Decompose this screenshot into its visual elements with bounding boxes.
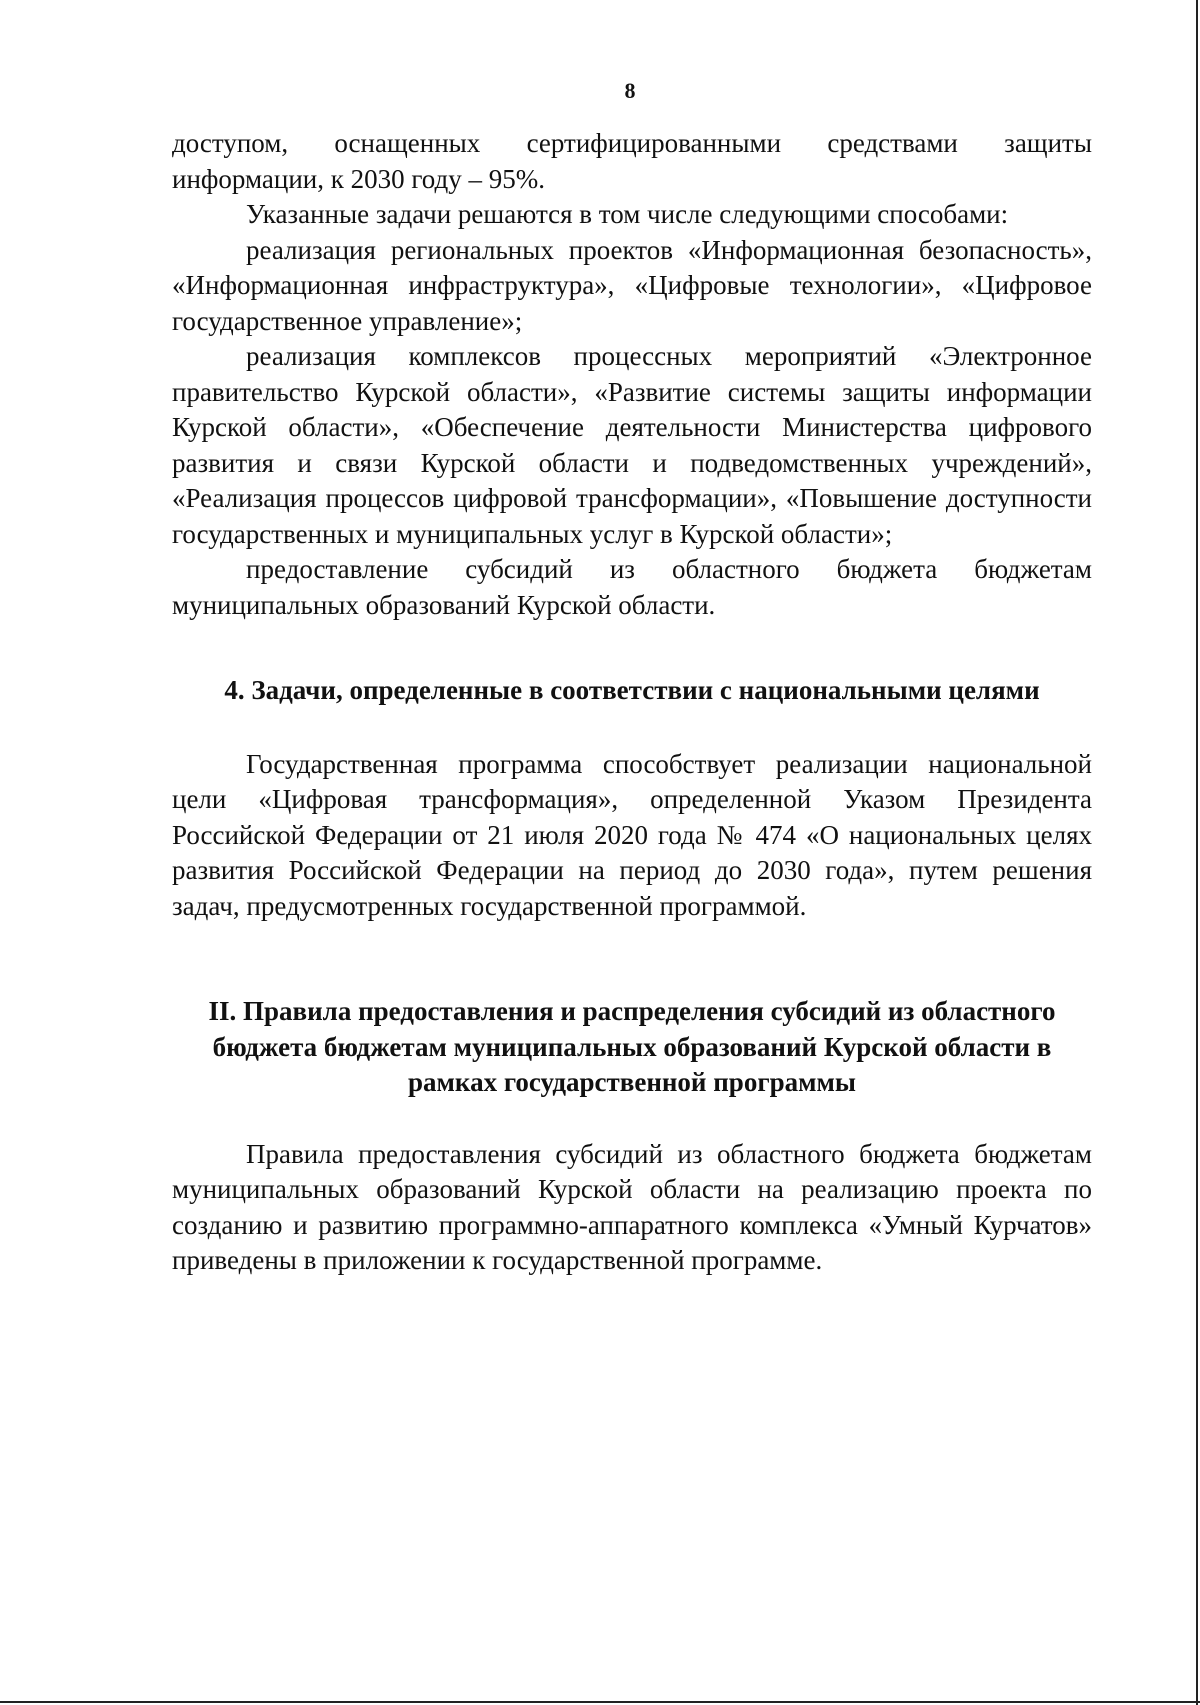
section-4-heading: 4. Задачи, определенные в соответствии с национальными целями (224, 675, 1040, 705)
paragraph-regional-projects: реализация региональных проектов «Информационная безопасность», «Информационная инфраструктура», «Цифровые технологии», «Цифровое государственное управление»; (172, 234, 1092, 336)
scan-border-right (1196, 0, 1198, 1705)
section-ii-heading-line-1: II. Правила предоставления и распределения субсидий из областного (208, 996, 1056, 1026)
paragraph-access-continuation: доступом, оснащенных сертифицированными средствами защиты информации, к 2030 году – 95%. (172, 128, 1092, 194)
page-content (172, 126, 1092, 1279)
section-ii-heading-line-3: рамках государственной программы (408, 1067, 856, 1097)
paragraph-process-complexes: реализация комплексов процессных мероприятий «Электронное правительство Курской области», «Развитие системы защиты информации Курской области», «Обеспечение деятельности Министерства цифрового развития и связи Курской области и подведомственных учреждений», «Реализация процессов цифровой трансформации», «Повышение доступности государственных и муниципальных услуг в Курской области»; (172, 341, 1092, 549)
paragraph-subsidies: предоставление субсидий из областного бюджета бюджетам муниципальных образований Курской области. (172, 554, 1092, 620)
section-4-paragraph: Государственная программа способствует реализации национальной цели «Цифровая трансформация», определенной Указом Президента Российской Федерации от 21 июля 2020 года № 474 «О национальных целях развития Российской Федерации на период до 2030 года», путем решения задач, предусмотренных государственной программой. (172, 748, 1092, 921)
page-number: 8 (624, 78, 636, 103)
section-ii-paragraph: Правила предоставления субсидий из областного бюджета бюджетам муниципальных образований Курской области на реализацию проекта по созданию и развитию программно-аппаратного комплекса «Умный Курчатов» приведены в приложении к государственной программе. (172, 1138, 1092, 1275)
paragraph-tasks-methods: Указанные задачи решаются в том числе следующими способами: (246, 199, 1009, 229)
scan-border-bottom (0, 1701, 1200, 1703)
section-ii-heading (172, 994, 1092, 1101)
section-ii-heading-line-2: бюджета бюджетам муниципальных образований Курской области в (212, 1031, 1052, 1062)
